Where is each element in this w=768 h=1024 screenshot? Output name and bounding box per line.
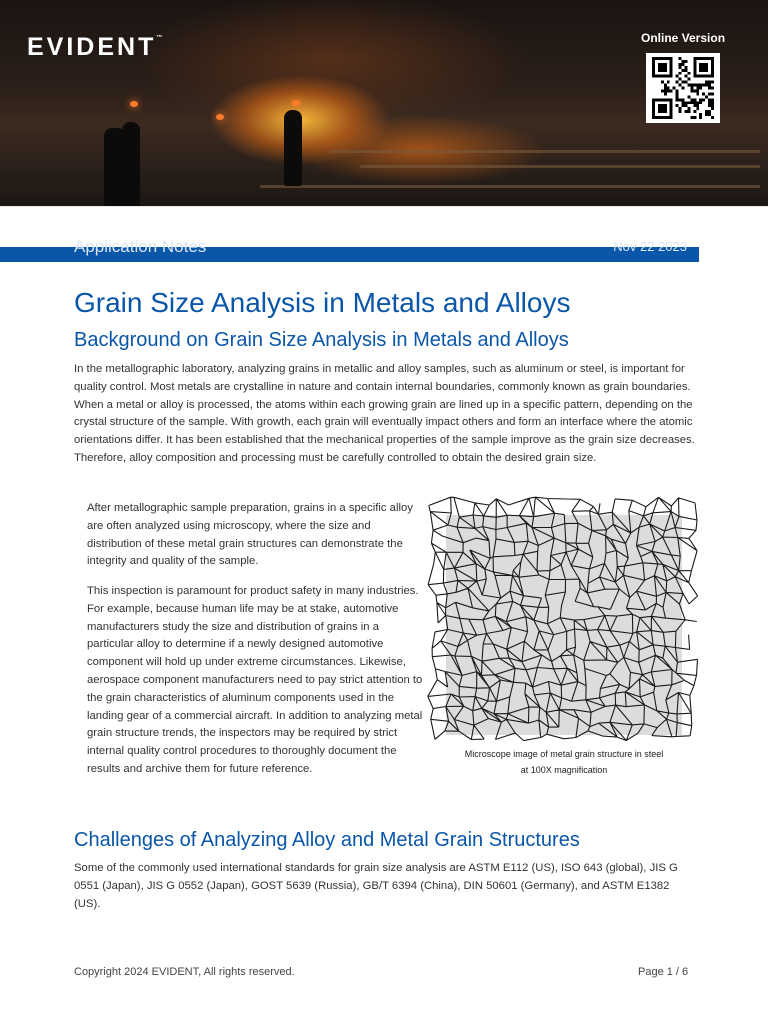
background-paragraph: In the metallographic laboratory, analyzing grains in metallic and alloy samples, such as aluminum or steel, is important for quality control. Most metals are crystalline in nature and contain internal boundaries, commonly known as grain boundaries. When a metal or alloy is processed, the atoms within each growing grain are lined up in a specific pattern, depending on the crystal structure of the sample. With growth, each grain will eventually impact others and form an interface where the atomic orientations differ. It has been established that the mechanical properties of the sample improve as the grain size decreases. Therefore, alloy composition and processing must be carefully controlled to obtain the desired grain size.: [74, 363, 695, 464]
page-title: Grain Size Analysis in Metals and Alloys: [74, 287, 571, 318]
section-heading-background: Background on Grain Size Analysis in Metals and Alloys: [74, 329, 569, 351]
online-version-label[interactable]: Online Version: [641, 31, 726, 45]
rail-line: [360, 165, 760, 168]
rail-line: [260, 185, 760, 188]
worker-silhouette: [284, 110, 302, 186]
caption-line-1: Microscope image of metal grain structure in steel: [464, 749, 664, 759]
banner-label: Application Notes: [74, 237, 207, 256]
lamp-light: [130, 101, 138, 107]
figure-caption: [440, 746, 688, 778]
qr-code-icon[interactable]: [646, 53, 720, 123]
header-divider: [0, 206, 768, 207]
trademark-mark: ™: [156, 35, 163, 41]
lamp-light: [216, 114, 224, 120]
section-heading-challenges: Challenges of Analyzing Alloy and Metal Grain Structures: [74, 829, 580, 851]
sample-preparation-paragraph: After metallographic sample preparation, grains in a specific alloy are often analyzed using microscopy, where the size and distribution of these metal grain structures can demonstrate the integrity and quality of the sample.: [87, 502, 413, 568]
standards-paragraph: Some of the commonly used international standards for grain size analysis are ASTM E112 (US), ISO 643 (global), JIS G 0551 (Japan), JIS G 0552 (Japan), GOST 5639 (Russia), GB/T 6394 (China), DIN 50601 (Germany), and ASTM E1382 (US).: [74, 862, 678, 910]
application-notes-bar: [0, 237, 699, 262]
page-number: Page 1 / 6: [638, 966, 689, 978]
caption-line-2: at 100X magnification: [520, 765, 608, 775]
header-banner-image: [0, 0, 768, 206]
qr-code-graphic: [650, 57, 716, 119]
lamp-light: [292, 100, 300, 106]
brand-name: EVIDENT: [27, 33, 157, 61]
banner-date: Nov 22 2023: [613, 239, 687, 254]
inspection-paragraph: This inspection is paramount for product safety in many industries. For example, because human life may be at stake, automotive manufacturers study the size and distribution of grains in a particular alloy to determine if a newly designed automotive component will hold up under extreme circumstances. Likewise, aerospace component manufacturers need to pay strict attention to the grain characteristics of aluminum components used in the landing gear of a commercial aircraft. In addition to analyzing metal grain structure trends, the inspectors may be required by strict internal quality control procedures to thoroughly document the results and archive them for future reference.: [87, 585, 423, 775]
copyright-text: Copyright 2024 EVIDENT, All rights reserved.: [74, 966, 295, 978]
rail-line: [330, 150, 760, 153]
worker-silhouette: [122, 122, 140, 206]
grain-boundaries-graphic: [446, 515, 682, 735]
evident-logo[interactable]: [27, 33, 162, 62]
grain-structure-micrograph: [446, 515, 682, 735]
